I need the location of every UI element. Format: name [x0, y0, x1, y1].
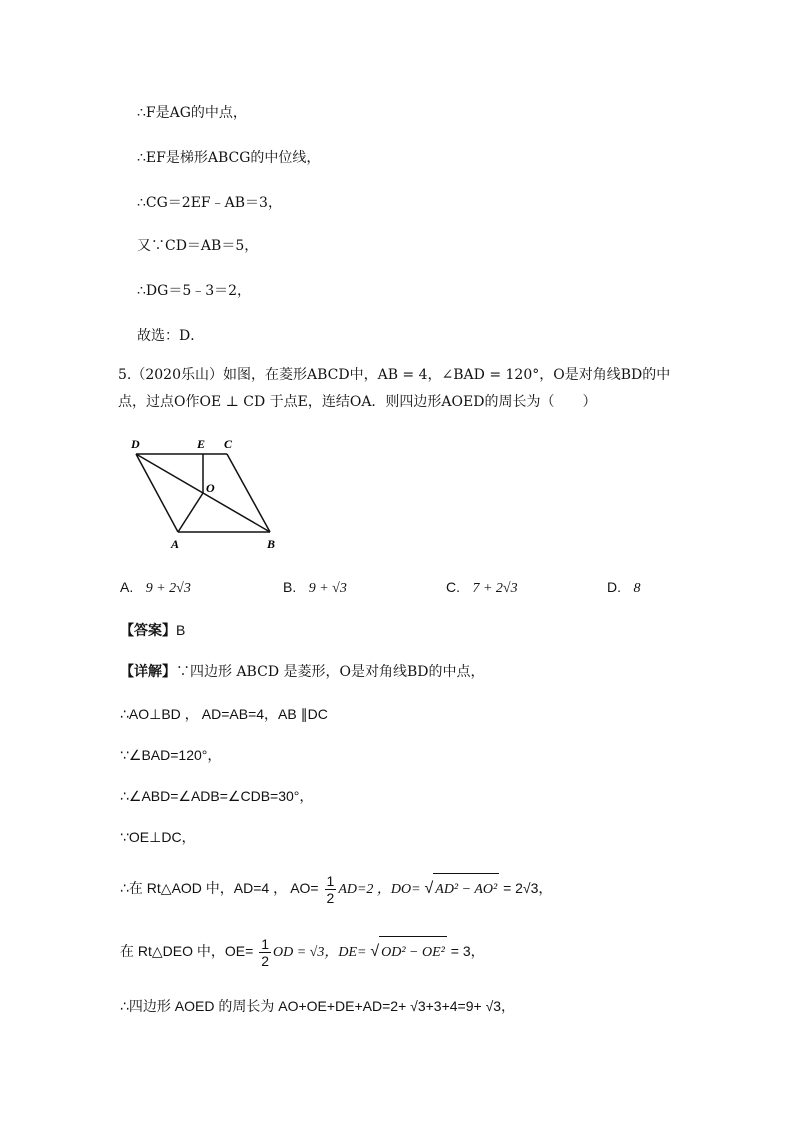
option-a-text: 9 + 2√3 — [145, 581, 191, 596]
proof-line-6: 故选：D． — [137, 328, 205, 344]
sqrt-expression-2 — [370, 935, 447, 969]
fraction-half — [325, 873, 337, 906]
detail-line-5 — [120, 872, 552, 906]
fraction-num-2: 1 — [261, 935, 269, 952]
detail-line-4: ∵OE⊥DC， — [120, 829, 196, 845]
detail-5d: = 2√3， — [503, 880, 553, 896]
option-c-text: 7 + 2√3 — [472, 581, 518, 596]
option-b-text: 9 + √3 — [308, 581, 347, 596]
proof-line-3: ∴CG＝2EF﹣AB＝3， — [137, 195, 282, 211]
proof-line-4: 又∵CD＝AB＝5， — [137, 238, 259, 254]
option-a[interactable] — [120, 577, 191, 599]
fraction-den-2: 2 — [261, 952, 269, 969]
label-b: B — [267, 537, 276, 551]
sqrt-symbol-icon: √ — [424, 880, 434, 897]
answer-value: B — [176, 622, 186, 638]
segment-oa — [178, 493, 203, 532]
detail-line-0 — [120, 662, 484, 682]
proof-line-1: ∴F是AG的中点， — [137, 105, 247, 121]
option-d-letter: D. — [607, 579, 621, 595]
option-c-letter: C. — [446, 579, 460, 595]
answer-tag: 【答案】 — [120, 623, 176, 639]
label-c: C — [224, 437, 233, 451]
option-d[interactable] — [607, 577, 640, 599]
option-c[interactable] — [446, 577, 518, 599]
label-e: E — [197, 437, 206, 451]
detail-5b: AD=2 ，DO= — [338, 882, 421, 897]
detail-line-1: ∴AO⊥BD ， AD=AB=4，AB ∥DC — [120, 706, 328, 722]
detail-6d: = 3， — [450, 943, 485, 959]
detail-text-0: ∵四边形 ABCD 是菱形，O是对角线BD的中点， — [176, 664, 485, 680]
fraction-half-2 — [259, 936, 271, 969]
detail-6b: OD = √3，DE= — [272, 945, 367, 960]
rhombus-figure — [125, 432, 290, 557]
question-line-1: 5.（2020乐山）如图，在菱形ABCD中，AB = 4，∠BAD = 120°，O是对角线BD的中 — [118, 367, 671, 383]
detail-tag: 【详解】 — [120, 664, 176, 680]
detail-line-2: ∵∠BAD=120°， — [120, 747, 222, 763]
option-a-letter: A. — [120, 579, 134, 595]
sqrt-expression — [424, 872, 499, 906]
answer-line — [120, 620, 185, 641]
detail-line-3: ∴∠ABD=∠ADB=∠CDB=30°， — [120, 788, 314, 804]
label-o: O — [206, 481, 215, 495]
proof-line-5: ∴DG＝5﹣3＝2， — [137, 283, 252, 299]
proof-line-2: ∴EF是梯形ABCG的中位线， — [137, 150, 321, 166]
fraction-den: 2 — [326, 889, 335, 906]
option-b-letter: B. — [283, 579, 297, 595]
detail-5a: ∴在 Rt△AOD 中，AD=4 ， AO= — [120, 880, 319, 896]
option-d-text: 8 — [633, 581, 641, 596]
fraction-num: 1 — [326, 872, 335, 889]
detail-6a: 在 Rt△DEO 中，OE= — [120, 943, 254, 959]
label-d: D — [131, 437, 140, 451]
detail-5c: AD² − AO² — [433, 873, 499, 906]
sqrt-symbol-icon: √ — [370, 943, 380, 960]
detail-line-7: ∴四边形 AOED 的周长为 AO+OE+DE+AD=2+ √3+3+4=9+ √3， — [120, 998, 516, 1014]
question-line-2: 点，过点O作OE ⊥ CD 于点E，连结OA．则四边形AOED的周长为（ ） — [118, 394, 597, 410]
label-a: A — [171, 537, 180, 551]
detail-line-6 — [120, 935, 485, 969]
detail-6c: OD² − OE² — [379, 936, 447, 969]
option-b[interactable] — [283, 577, 347, 599]
